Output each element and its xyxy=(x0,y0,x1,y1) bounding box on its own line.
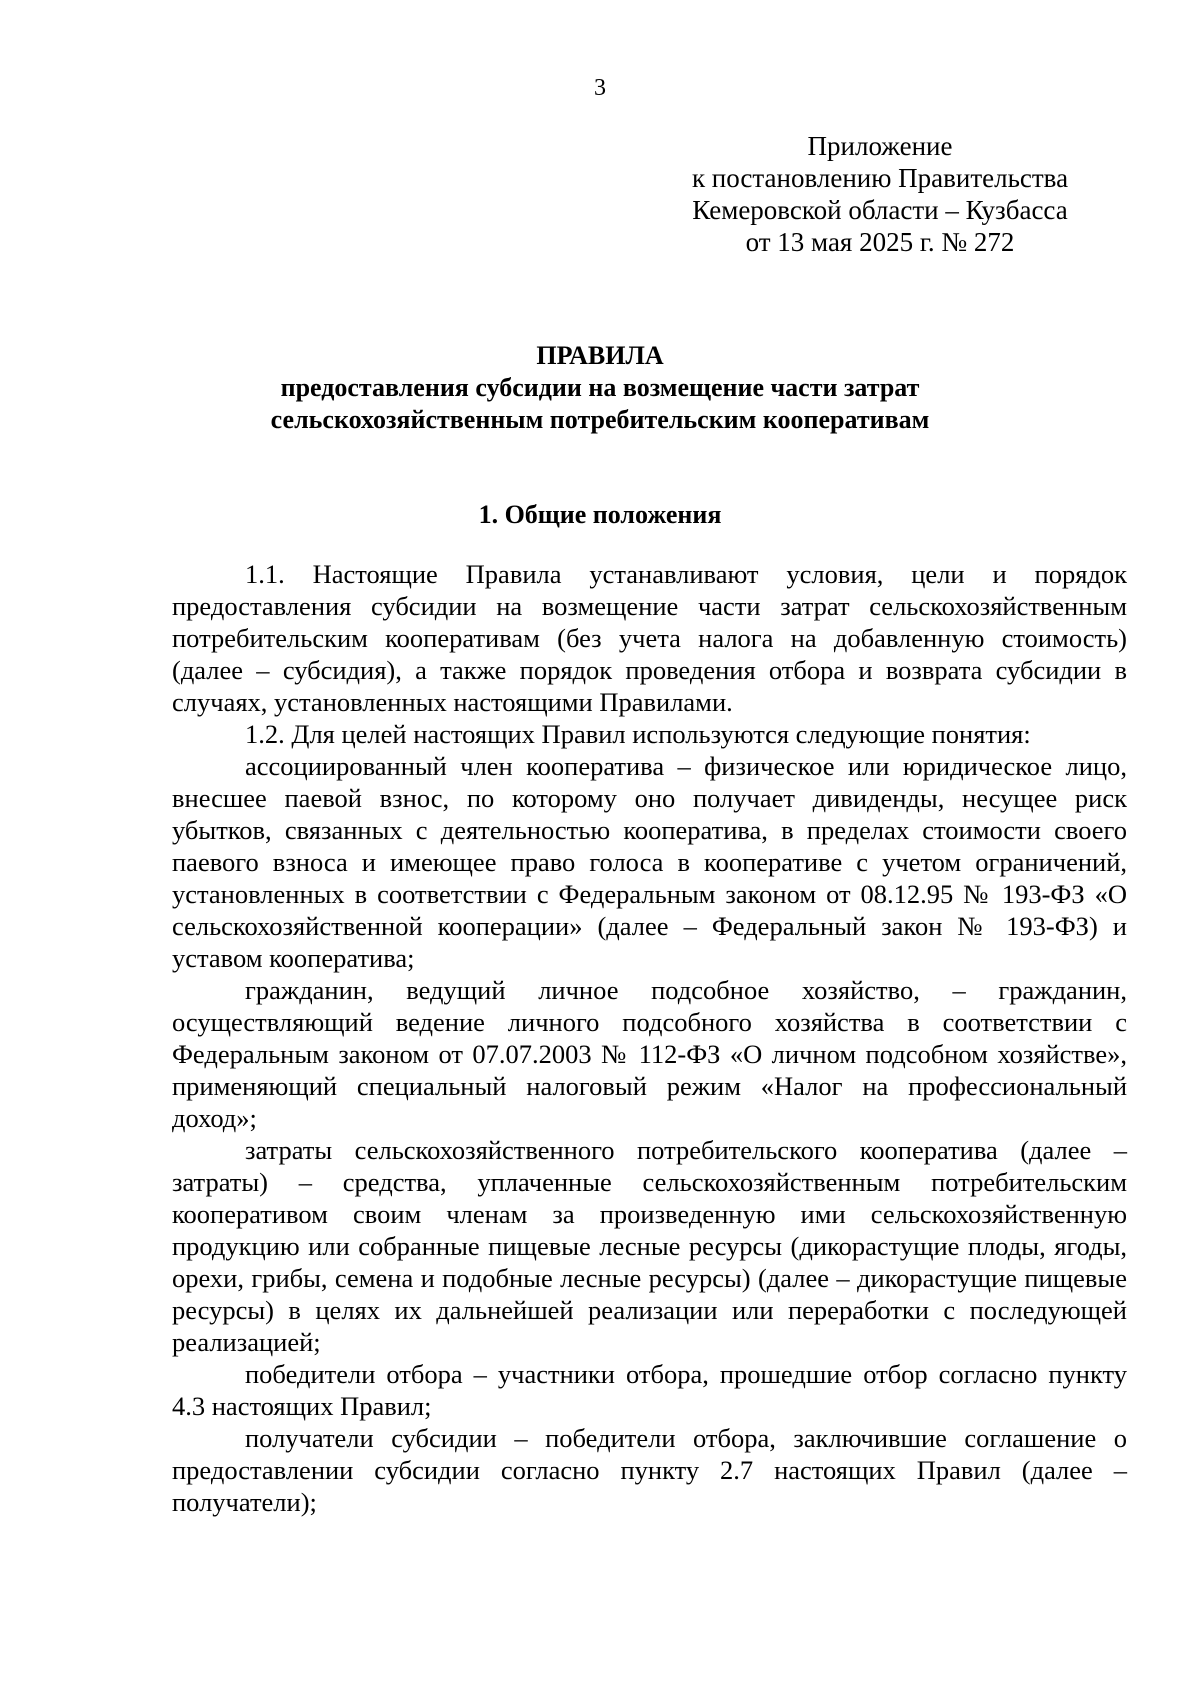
definition-citizen-household: гражданин, ведущий личное подсобное хозяйство, – гражданин, осуществляющий ведение личного подсобного хозяйства в соответствии с Федеральным законом от 07.07.2003 № 112-ФЗ «О личном подсобном хозяйстве», применяющий специальный налоговый режим «Налог на профессиональный доход»; xyxy=(172,975,1127,1133)
title-main: ПРАВИЛА xyxy=(536,341,664,370)
document-title xyxy=(0,340,1200,436)
page-number: 3 xyxy=(594,75,606,101)
title-subtitle-line: предоставления субсидии на возмещение части затрат xyxy=(280,373,920,402)
definition-associated-member: ассоциированный член кооператива – физическое или юридическое лицо, внесшее паевой взнос, по которому оно получает дивиденды, несущее риск убытков, связанных с деятельностью кооператива, в пределах стоимости своего паевого взноса и имеющее право голоса в кооперативе с учетом ограничений, установленных в соответствии с Федеральным законом от 08.12.95 № 193-ФЗ «О сельскохозяйственной кооперации» (далее – Федеральный закон № 193-ФЗ) и уставом кооператива; xyxy=(172,751,1127,973)
section-heading: 1. Общие положения xyxy=(478,500,722,529)
definition-subsidy-recipients: получатели субсидии – победители отбора, заключившие соглашение о предоставлении субсидии согласно пункту 2.7 настоящих Правил (далее – получатели); xyxy=(172,1423,1127,1517)
definition-cooperative-costs: затраты сельскохозяйственного потребительского кооператива (далее – затраты) – средства, уплаченные сельскохозяйственным потребительским кооперативом своим членам за произведенную ими сельскохозяйственную продукцию или собранные пищевые лесные ресурсы (дикорастущие плоды, ягоды, орехи, грибы, семена и подобные лесные ресурсы) (далее – дикорастущие пищевые ресурсы) в целях их дальнейшей реализации или переработки с последующей реализацией; xyxy=(172,1135,1127,1357)
appendix-line: к постановлению Правительства xyxy=(691,163,1069,193)
appendix-header xyxy=(650,130,1110,258)
title-subtitle-line: сельскохозяйственным потребительским кооперативам xyxy=(270,405,930,434)
appendix-line: Приложение xyxy=(807,131,953,161)
appendix-date-line: от 13 мая 2025 г. № 272 xyxy=(745,227,1015,257)
paragraph-1-2: 1.2. Для целей настоящих Правил используются следующие понятия: xyxy=(245,719,1031,749)
body-text xyxy=(172,558,1127,1518)
appendix-line: Кемеровской области – Кузбасса xyxy=(692,195,1068,225)
definition-selection-winners: победители отбора – участники отбора, прошедшие отбор согласно пункту 4.3 настоящих Правил; xyxy=(172,1359,1127,1421)
paragraph-1-1: 1.1. Настоящие Правила устанавливают условия, цели и порядок предоставления субсидии на возмещение части затрат сельскохозяйственным потребительским кооперативам (без учета налога на добавленную стоимость) (далее – субсидия), а также порядок проведения отбора и возврата субсидии в случаях, установленных настоящими Правилами. xyxy=(172,559,1127,717)
